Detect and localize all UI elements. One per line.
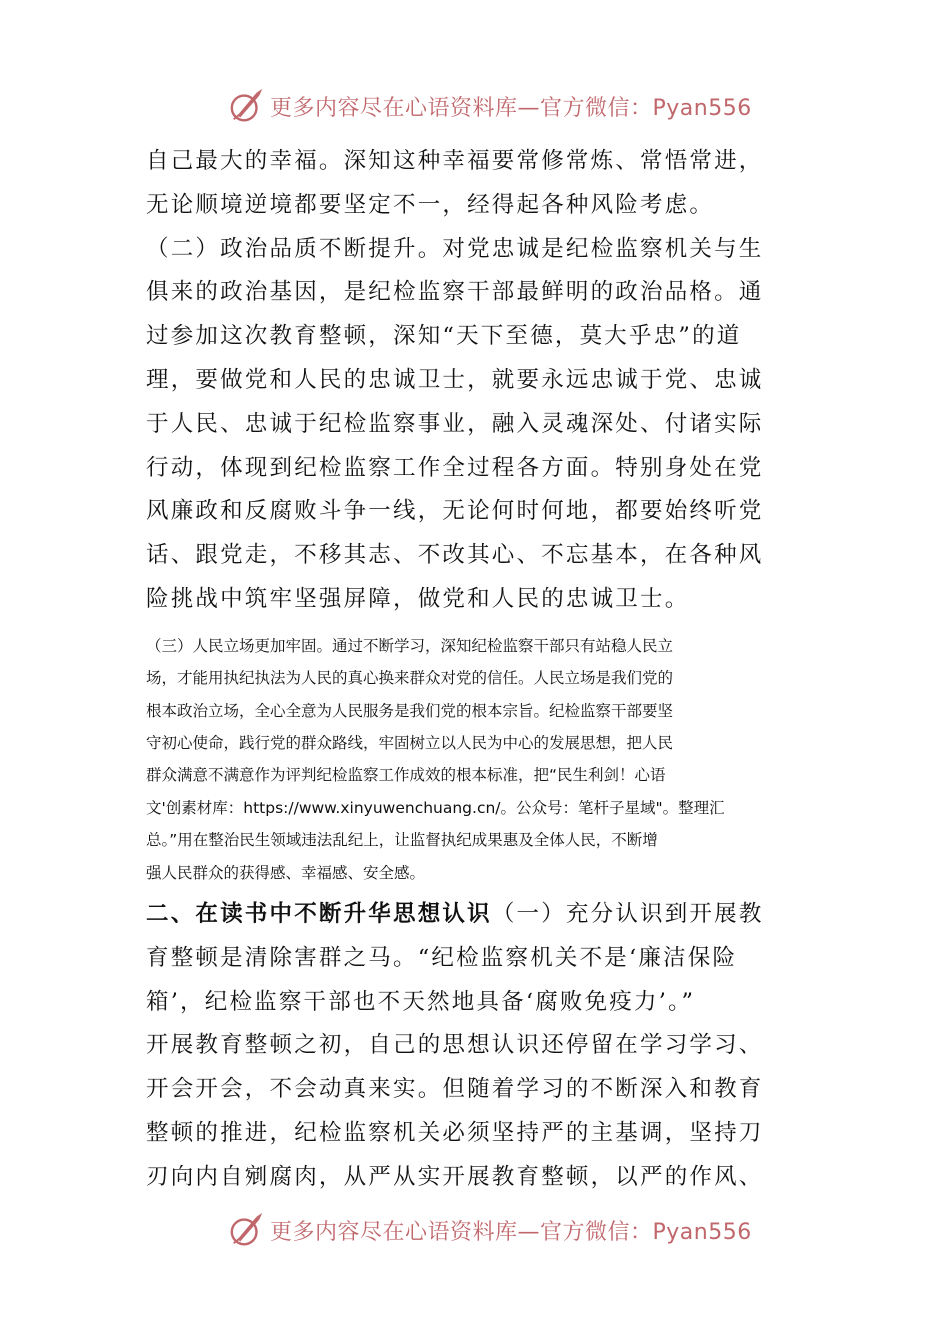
text-line: 于人民、忠诚于纪检监察事业，融入灵魂深处、付诸实际 [146, 410, 764, 437]
text-line: 场，才能用执纪执法为人民的真心换来群众对党的信任。人民立场是我们党的 [146, 669, 674, 688]
quill-pen-logo-icon [228, 1211, 266, 1249]
text-line: 育整顿是清除害群之马。“纪检监察机关不是‘廉洁保险 [146, 944, 738, 971]
section-2 [146, 893, 816, 1200]
section-heading-line [146, 893, 816, 937]
text-line: 群众满意不满意作为评判纪检监察工作成效的根本标准，把“民生利剑！心语 [146, 766, 666, 785]
text-line: 俱来的政治基因，是纪检监察干部最鲜明的政治品格。通 [146, 279, 764, 306]
text-line: （三）人民立场更加牢固。通过不断学习，深知纪检监察干部只有站稳人民立 [146, 636, 674, 655]
wechat-id: Pyan556 [652, 95, 752, 121]
text-line: 总。”用在整治民生领域违法乱纪上，让监督执纪成果惠及全体人民，不断增 [146, 831, 658, 850]
text-line: 箱’，纪检监察干部也不天然地具备‘腐败免疫力’。” [146, 988, 696, 1015]
document-body [146, 140, 816, 1200]
text-line: 险挑战中筑牢坚强屏障，做党和人民的忠诚卫士。 [146, 585, 690, 612]
text-line: 文'创素材库：https://www.xinyuwenchuang.cn/。公众号：笔杆子星域"。整理汇 [146, 798, 725, 817]
text-line: 开会开会，不会动真来实。但随着学习的不断深入和教育 [146, 1076, 764, 1103]
footer-watermark [228, 1210, 752, 1250]
text-line: 开展教育整顿之初，自己的思想认识还停留在学习学习、 [146, 1032, 764, 1059]
paragraph-1 [146, 140, 816, 228]
text-line: 无论顺境逆境都要坚定不一，经得起各种风险考虑。 [146, 191, 715, 218]
text-line: 整顿的推进，纪检监察机关必须坚持严的主基调，坚持刀 [146, 1120, 764, 1146]
text-line: 话、跟党走，不移其志、不改其心、不忘基本，在各种风 [146, 542, 764, 569]
watermark-text: 更多内容尽在心语资料库—官方微信：Pyan556 [270, 95, 752, 121]
text-line: 守初心使命，践行党的群众路线，牢固树立以人民为中心的发展思想，把人民 [146, 733, 674, 752]
text-line-rest: （一）充分认识到开展教 [491, 901, 764, 928]
header-watermark [228, 86, 752, 126]
text-line: （二）政治品质不断提升。对党忠诚是纪检监察机关与生 [146, 235, 764, 262]
text-line: 根本政治立场，全心全意为人民服务是我们党的根本宗旨。纪检监察干部要坚 [146, 701, 674, 720]
text-line: 自己最大的幸福。深知这种幸福要常修常炼、常悟常进， [146, 148, 764, 174]
text-line: 过参加这次教育整顿，深知“天下至德，莫大乎忠”的道 [146, 323, 742, 350]
quill-pen-logo-icon [228, 87, 266, 125]
text-line: 刃向内自剜腐肉，从严从实开展教育整顿，以严的作风、 [146, 1163, 764, 1190]
text-line: 理，要做党和人民的忠诚卫士，就要永远忠诚于党、忠诚 [146, 366, 764, 393]
text-line: 行动，体现到纪检监察工作全过程各方面。特别身处在党 [146, 454, 764, 481]
paragraph-3 [146, 630, 816, 889]
paragraph-2 [146, 228, 816, 622]
wechat-id: Pyan556 [652, 1219, 752, 1245]
section-heading: 二、在读书中不断升华思想认识 [146, 901, 492, 928]
text-line: 强人民群众的获得感、幸福感、安全感。 [146, 863, 426, 882]
watermark-text: 更多内容尽在心语资料库—官方微信：Pyan556 [270, 1219, 752, 1245]
text-line: 风廉政和反腐败斗争一线，无论何时何地，都要始终听党 [146, 498, 764, 525]
